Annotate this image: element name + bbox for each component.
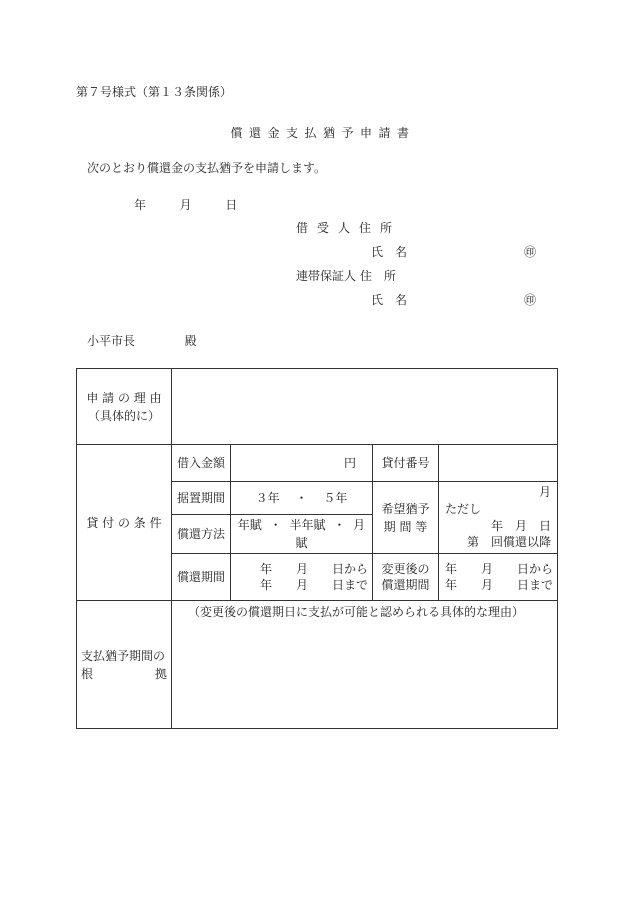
repayment-method-options[interactable] — [231, 515, 373, 554]
deferment-period-label: 据置期間 — [172, 482, 231, 515]
intro-text: 次のとおり償還金の支払猶予を申請します。 — [87, 161, 327, 175]
reason-row — [77, 369, 558, 445]
date-year: 年 — [134, 198, 147, 212]
basis-sublabel-1: 根 — [81, 666, 94, 681]
loan-amount-row — [77, 445, 558, 482]
basis-label: 支払猶予期間の — [81, 648, 166, 663]
changed-period-field[interactable] — [439, 554, 558, 601]
date-line — [134, 199, 237, 211]
tadashi-label: ただし — [445, 501, 482, 516]
loan-amount-field[interactable] — [231, 445, 373, 482]
guarantor-address-label: 連帯保証人 住 所 — [296, 269, 396, 283]
loan-amount-unit: 円 — [343, 456, 356, 470]
basis-sublabel-2: 拠 — [154, 666, 167, 681]
addressee — [87, 335, 197, 347]
deferment-period-options[interactable] — [231, 482, 373, 515]
addressee-name: 小平市長 — [87, 334, 136, 348]
basis-note: （変更後の償還期日に支払が可能と認められる具体的な理由） — [188, 605, 525, 620]
basis-row — [77, 601, 558, 729]
desired-from-repayment: 第 回償還以降 — [466, 535, 551, 550]
form-title: 償還金支払猶予申請書 — [230, 126, 416, 140]
loan-number-field[interactable] — [439, 445, 558, 482]
application-table — [76, 368, 558, 729]
form-number: 第７号様式（第１３条関係） — [76, 85, 233, 99]
changed-period-sublabel: 償還期間 — [381, 578, 430, 593]
desired-deferment-label: 希望猶予 — [381, 501, 430, 516]
basis-label-cell — [77, 601, 172, 729]
method-semiannual[interactable]: 半年賦 — [289, 518, 326, 533]
addressee-honorific: 殿 — [184, 334, 197, 348]
basis-sublabel — [81, 665, 167, 683]
guarantor-seal: ㊞ — [524, 293, 537, 307]
loan-amount-label: 借入金額 — [172, 445, 231, 482]
repayment-period-to: 年 月 日まで — [259, 578, 368, 593]
changed-period-label-cell — [373, 554, 439, 601]
method-monthly[interactable]: 月賦 — [295, 518, 366, 551]
reason-label-cell — [77, 369, 172, 445]
repayment-period-field[interactable] — [231, 554, 373, 601]
reason-field[interactable] — [172, 369, 558, 445]
desired-months-unit: 月 — [538, 485, 551, 499]
repayment-period-from: 年 月 日から — [259, 562, 368, 576]
date-month: 月 — [179, 198, 192, 212]
reason-sublabel: （具体的に） — [87, 408, 160, 423]
conditions-label: 貸 付 の 条 件 — [77, 445, 172, 601]
deferment-separator: ・ — [295, 491, 308, 506]
method-annual[interactable]: 年賦 — [237, 518, 262, 533]
desired-deferment-sublabel: 期 間 等 — [383, 519, 428, 534]
borrower-name-label: 氏 名 — [371, 245, 408, 259]
deferment-option-5yr[interactable]: ５年 — [323, 491, 348, 506]
desired-date: 年 月 日 — [490, 518, 551, 533]
deferment-option-3yr[interactable]: ３年 — [255, 491, 280, 506]
changed-period-to: 年 月 日まで — [444, 578, 553, 593]
method-separator: ・ — [269, 518, 282, 533]
borrower-seal: ㊞ — [524, 245, 537, 259]
borrower-address-label: 借受人住所 — [296, 221, 402, 235]
reason-label: 申 請 の 理 由 — [86, 390, 162, 405]
loan-number-label: 貸付番号 — [373, 445, 439, 482]
desired-deferment-field[interactable] — [439, 482, 558, 554]
repayment-method-label: 償還方法 — [172, 515, 231, 554]
method-separator: ・ — [333, 518, 346, 533]
changed-period-label: 変更後の — [381, 562, 430, 576]
desired-deferment-label-cell — [373, 482, 439, 554]
guarantor-name-label: 氏 名 — [371, 293, 408, 307]
repayment-period-label: 償還期間 — [172, 554, 231, 601]
date-day: 日 — [225, 198, 238, 212]
changed-period-from: 年 月 日から — [444, 562, 553, 576]
basis-field[interactable] — [172, 601, 558, 729]
